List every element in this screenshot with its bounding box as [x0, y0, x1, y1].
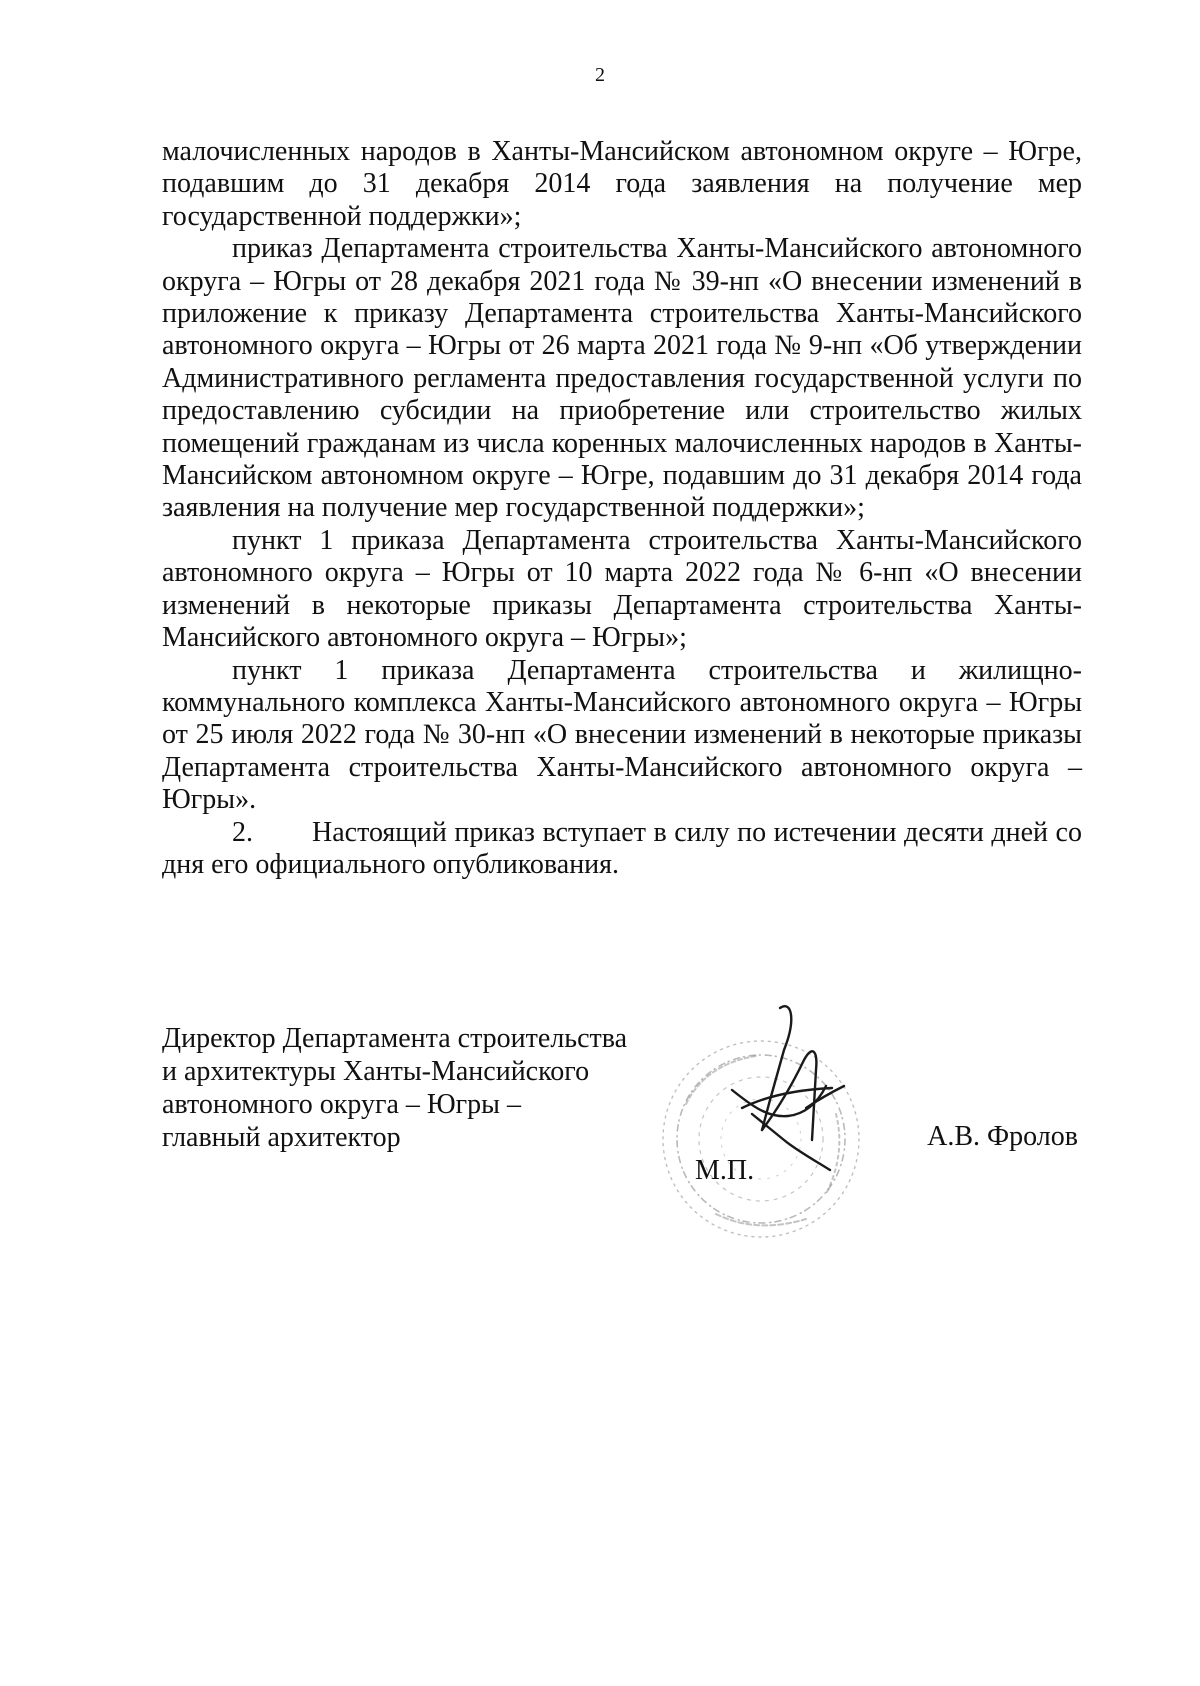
position-line: Директор Департамента строительства	[162, 1023, 628, 1054]
paragraph: пункт 1 приказа Департамента строительства и жилищно-коммунального комплекса Ханты-Мансийского автономного округа – Югры от 25 июля 2022 года № 30-нп «О внесении изменений в некоторые приказы Департамента строительства Ханты-Мансийского автономного округа – Югры».	[162, 654, 1082, 816]
clause-text: Настоящий приказ вступает в силу по истечении десяти дней со дня его официального опубликования.	[162, 816, 1082, 880]
position-line: автономного округа – Югры –	[162, 1089, 521, 1120]
signer-position	[162, 1022, 662, 1154]
position-line: и архитектуры Ханты-Мансийского	[162, 1056, 590, 1087]
signer-name: А.В. Фролов	[927, 1121, 1078, 1152]
paragraph: малочисленных народов в Ханты-Мансийском автономном округе – Югре, подавшим до 31 декабря 2014 года заявления на получение мер государственной поддержки»;	[162, 136, 1082, 232]
paragraph: пункт 1 приказа Департамента строительства Ханты-Мансийского автономного округа – Югры от 10 марта 2022 года № 6-нп «О внесении изменений в некоторые приказы Департамента строительства Ханты-Мансийского автономного округа – Югры»;	[162, 524, 1082, 654]
position-line: главный архитектор	[162, 1122, 401, 1153]
final-clause	[162, 817, 1082, 882]
stamp-place-label: М.П.	[695, 1155, 755, 1186]
clause-number: 2.	[232, 816, 253, 848]
signature-block	[162, 1022, 1082, 1242]
document-body	[162, 136, 1082, 881]
page-number: 2	[595, 64, 605, 86]
paragraph: приказ Департамента строительства Ханты-Мансийского автономного округа – Югры от 28 декабря 2021 года № 39-нп «О внесении изменений в приложение к приказу Департамента строительства Ханты-Мансийского автономного округа – Югры от 26 марта 2021 года № 9-нп «Об утверждении Административного регламента предоставления государственной услуги по предоставлению субсидии на приобретение или строительство жилых помещений гражданам из числа коренных малочисленных народов в Ханты-Мансийском автономном округе – Югре, подавшим до 31 декабря 2014 года заявления на получение мер государственной поддержки»;	[162, 233, 1082, 524]
